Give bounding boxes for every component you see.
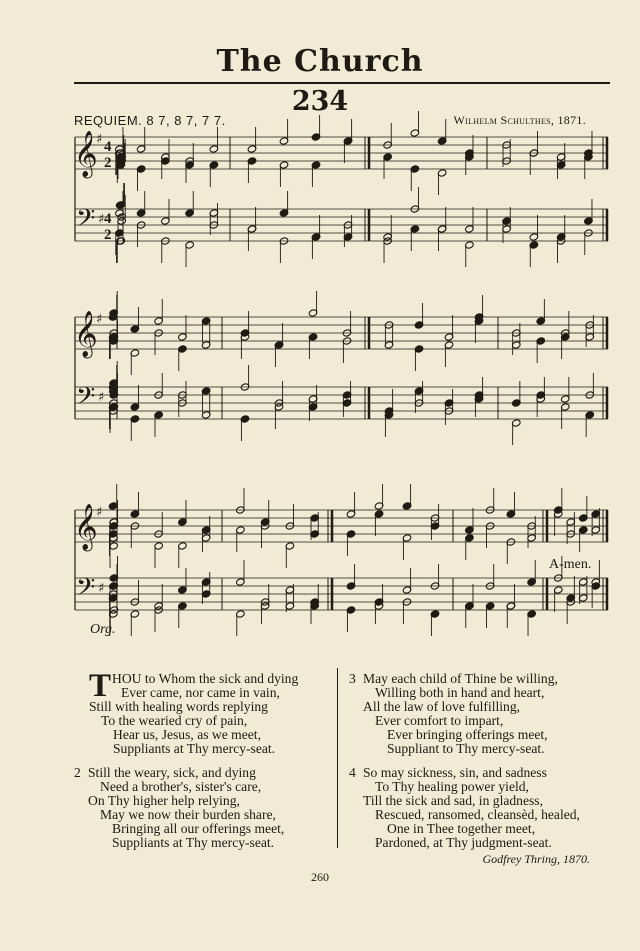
section-title: The Church <box>216 44 424 79</box>
composer-credit: Wilhelm Schulthes, 1871. <box>453 113 586 127</box>
verse-line: To Thy healing power yield, <box>375 779 529 794</box>
key-signature-sharp: ♯ <box>96 132 103 147</box>
verse-line: Rescued, ransomed, cleansèd, healed, <box>375 807 580 822</box>
key-signature-sharp: ♯ <box>98 390 105 405</box>
verse-line: May we now their burden share, <box>100 807 276 822</box>
verse-line: To the wearied cry of pain, <box>101 713 248 728</box>
verse-2 <box>74 766 334 850</box>
verse-line: Suppliant to Thy mercy-seat. <box>387 741 545 756</box>
key-signature-sharp: ♯ <box>96 312 103 327</box>
amen-label: A-men. <box>549 557 592 572</box>
verse-line: HOU to Whom the sick and dying <box>112 671 299 686</box>
bass-clef: 𝄢 <box>76 204 96 239</box>
verse-line: Bringing all our offerings meet, <box>112 821 285 836</box>
time-signature-top: 4 <box>104 211 112 227</box>
verse-line: On Thy higher help relying, <box>88 793 240 808</box>
column-divider <box>337 668 338 848</box>
verse-line: Still the weary, sick, and dying <box>88 765 256 780</box>
treble-clef: 𝄞 <box>74 311 98 357</box>
verse-1 <box>89 668 329 756</box>
verse-line: Pardoned, at Thy judgment-seat. <box>375 835 552 850</box>
key-signature-sharp: ♯ <box>98 212 105 227</box>
verse-number: 2 <box>74 765 81 780</box>
time-signature-top: 4 <box>104 139 112 155</box>
verse-line: Ever bringing offerings meet, <box>387 727 548 742</box>
verse-line: One in Thee together meet, <box>387 821 536 836</box>
verse-line: Suppliants at Thy mercy-seat. <box>113 741 276 756</box>
bass-clef: 𝄢 <box>76 573 96 608</box>
verse-line: May each child of Thine be willing, <box>363 671 558 686</box>
treble-clef: 𝄞 <box>74 504 98 550</box>
time-signature-bottom: 2 <box>104 155 112 171</box>
verse-line: Ever came, nor came in vain, <box>121 685 280 700</box>
verse-line: Still with healing words replying <box>89 699 268 714</box>
page-number: 260 <box>311 870 329 884</box>
bass-clef: 𝄢 <box>76 382 96 417</box>
verse-line: Ever comfort to impart, <box>375 713 504 728</box>
organ-label: Org. <box>90 622 116 637</box>
verse-3 <box>349 672 619 756</box>
verse-line: All the law of love fulfilling, <box>363 699 521 714</box>
hymn-number: 234 <box>291 86 349 117</box>
tune-name: REQUIEM. <box>74 113 143 128</box>
key-signature-sharp: ♯ <box>96 505 103 520</box>
verse-line: Willing both in hand and heart, <box>375 685 545 700</box>
verse-line: Need a brother's, sister's care, <box>100 779 262 794</box>
time-signature-bottom: 2 <box>104 227 112 243</box>
treble-clef: 𝄞 <box>74 131 98 177</box>
verse-dropcap: T <box>89 668 112 704</box>
verse-line: Suppliants at Thy mercy-seat. <box>112 835 275 850</box>
verse-4 <box>349 766 619 850</box>
meter: 8 7, 8 7, 7 7. <box>146 113 226 128</box>
key-signature-sharp: ♯ <box>98 581 105 596</box>
verse-line: So may sickness, sin, and sadness <box>363 765 547 780</box>
verse-number: 4 <box>349 765 356 780</box>
verse-line: Till the sick and sad, in gladness, <box>363 793 543 808</box>
verse-number: 3 <box>349 671 356 686</box>
verse-line: Hear us, Jesus, as we meet, <box>113 727 261 742</box>
text-author: Godfrey Thring, 1870. <box>482 852 590 866</box>
